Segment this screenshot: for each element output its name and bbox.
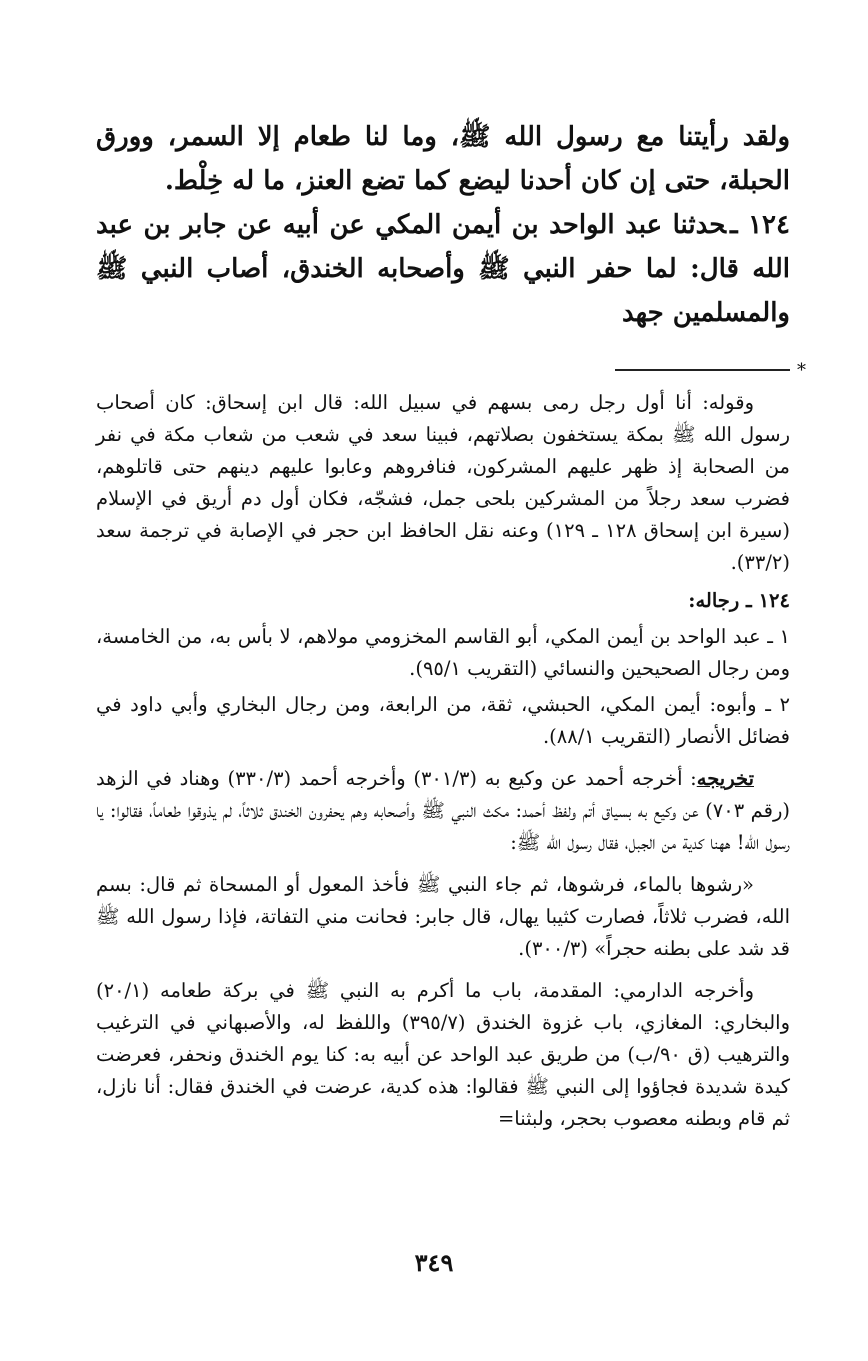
footnote-asterisk: * <box>797 360 806 381</box>
main-paragraph-2-text: حدثنا عبد الواحد بن أيمن المكي عن أبيه عن جابر بن عبد الله قال: لما حفر النبي ﷺ وأصحابه الخندق، أصاب النبي ﷺ والمسلمين جهد <box>96 210 790 328</box>
footnotes <box>96 360 806 1135</box>
footnote-1: وقوله: أنا أول رجل رمى بسهم في سبيل الله: قال ابن إسحاق: كان أصحاب رسول الله ﷺ بمكة يستخفون بصلاتهم، فبينا سعد في شعب من شعاب مكة في نفر من الصحابة إذ ظهر عليهم المشركون، فنافروهم وعابوا عليهم دينهم حتى قاتلوهم، فضرب سعد رجلاً من المشركين بلحى جمل، فشجّه، فكان أول دم أريق في الإسلام (سيرة ابن إسحاق ١٢٨ ـ ١٢٩) وعنه نقل الحافظ ابن حجر في الإصابة في ترجمة سعد (٣٣/٢). <box>96 391 790 574</box>
rijal-item-2: ٢ ـ وأبوه: أيمن المكي، الحبشي، ثقة، من الرابعة، ومن رجال البخاري وأبي داود في فضائل الأنصار (التقريب ٨٨/١). <box>96 693 790 748</box>
takhrij-paragraph <box>96 763 790 859</box>
quote-paragraph: «رشوها بالماء، فرشوها، ثم جاء النبي ﷺ فأخذ المعول أو المسحاة ثم قال: بسم الله، فضرب ثلاثاً، فصارت كثيبا يهال، قال جابر: فحانت مني التفاتة، فإذا رسول الله ﷺ قد شد على بطنه حجراً» (٣٠٠/٣). <box>96 873 790 960</box>
rijal-heading: ١٢٤ ـ رجاله: <box>688 589 790 612</box>
takhrij-text: : أخرجه أحمد عن وكيع به (٣٠١/٣) وأخرجه أحمد (٣٣٠/٣) وهناد في الزهد (رقم ٧٠٣) عن وكيع به بسياق أتم ولفظ أحمد: مكث النبي ﷺ وأصحابه وهم يحفرون الخندق ثلاثاً، لم يذوقوا طعاماً، فقالوا: يا رسول الله! ههنا كدية من الجبل، فقال رسول الله ﷺ: <box>96 767 790 854</box>
main-paragraph-1: ولقد رأيتنا مع رسول الله ﷺ، وما لنا طعام إلا السمر، وورق الحبلة، حتى إن كان أحدنا ليضع كما تضع العنز، ما له خِلْط. <box>96 122 790 196</box>
takhrij-label: تخريجه <box>696 767 754 790</box>
darimi-paragraph: وأخرجه الدارمي: المقدمة، باب ما أكرم به النبي ﷺ في بركة طعامه (٢٠/١) والبخاري: المغازي، باب غزوة الخندق (٣٩٥/٧) واللفظ له، والأصبهاني في الترغيب والترهيب (ق ٩٠/ب) من طريق عبد الواحد عن أبيه به: كنا يوم الخندق ونحفر، فعرضت كيدة شديدة فجاؤوا إلى النبي ﷺ فقالوا: هذه كدية، عرضت في الخندق فقال: أنا نازل، ثم قام وبطنه معصوب بحجر، ولبثنا= <box>96 979 790 1130</box>
rijal-item-1: ١ ـ عبد الواحد بن أيمن المكي، أبو القاسم المخزومي مولاهم، لا بأس به، من الخامسة، ومن رجال الصحيحين والنسائي (التقريب ٩٥/١). <box>96 625 790 680</box>
hadith-number: ١٢٤ ـ <box>730 210 790 240</box>
main-text <box>96 115 790 335</box>
main-paragraph-2 <box>96 203 790 335</box>
page-number: ٣٤٩ <box>414 1248 454 1277</box>
footnote-divider <box>615 369 790 371</box>
